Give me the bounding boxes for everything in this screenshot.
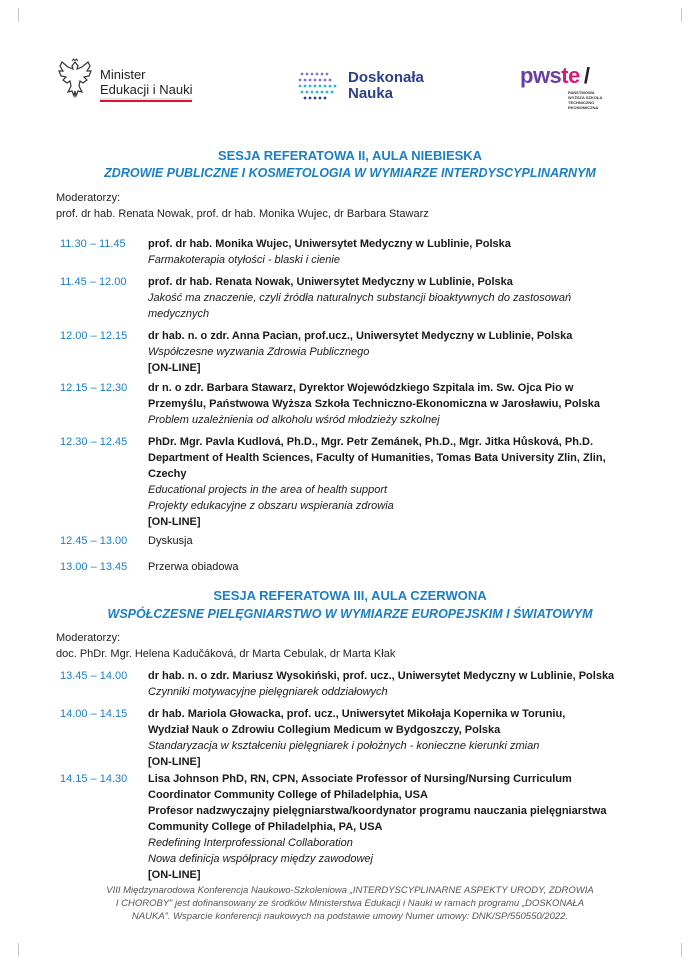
schedule-time: 11.45 – 12.00 xyxy=(60,276,127,288)
pwste-mark-a: pws xyxy=(520,63,562,88)
talk-title-line: Educational projects in the area of health support xyxy=(148,484,388,496)
dn-name-line1: Doskonała xyxy=(348,69,424,86)
ministry-logo xyxy=(56,58,193,106)
moderators-label: Moderatorzy: xyxy=(56,632,121,644)
talk-title-line: Redefining Interprofessional Collaboration xyxy=(148,837,353,849)
speaker-line: [ON-LINE] xyxy=(148,869,201,881)
schedule-row xyxy=(56,559,656,575)
schedule-row xyxy=(56,236,656,268)
schedule-time: 12.00 – 12.15 xyxy=(60,330,128,342)
schedule-content xyxy=(148,434,656,530)
speaker-line: dr n. o zdr. Barbara Stawarz, Dyrektor Wojewódzkiego Szpitala im. Sw. Ojca Pio w xyxy=(148,382,574,394)
talk-title-line: Nowa definicja współpracy między zawodowej xyxy=(148,853,373,865)
schedule-row xyxy=(56,533,656,549)
schedule-content xyxy=(148,533,656,549)
schedule-time: 12.45 – 13.00 xyxy=(60,535,128,547)
speaker-line: dr hab. n. o zdr. Anna Pacian, prof.ucz., Uniwersytet Medyczny w Lublinie, Polska xyxy=(148,330,573,342)
schedule-content xyxy=(148,771,656,883)
talk-title-line: Problem uzależnienia od alkoholu wśród młodzieży szkolnej xyxy=(148,414,440,426)
session3-moderators xyxy=(56,630,395,662)
agenda-item: Przerwa obiadowa xyxy=(148,561,239,573)
speaker-line: Department of Health Sciences, Faculty of Humanities, Tomas Bata University Zlin, Zlin, xyxy=(148,452,606,464)
talk-title-line: Czynniki motywacyjne pielęgniarek oddziałowych xyxy=(148,686,388,698)
ministry-name-line1: Minister xyxy=(100,67,146,82)
crop-mark-top-left xyxy=(18,8,32,22)
schedule-row xyxy=(56,380,656,428)
schedule-row xyxy=(56,328,656,376)
pwste-subtitle: PAŃSTWOWA WYŻSZA SZKOŁA TECHNICZNO EKONOMICZNA xyxy=(568,90,603,110)
schedule-content xyxy=(148,380,656,428)
schedule-row xyxy=(56,668,656,700)
schedule-content xyxy=(148,236,656,268)
speaker-line: dr hab. n. o zdr. Mariusz Wysokiński, prof. ucz., Uniwersytet Medyczny w Lublinie, Polska xyxy=(148,670,615,682)
speaker-line: Profesor nadzwyczajny pielęgniarstwa/koordynator programu nauczania pielęgniarstwa xyxy=(148,805,607,817)
doskonala-nauka-logo xyxy=(296,66,424,106)
footer-line1: VIII Międzynarodowa Konferencja Naukowo-Szkoleniowa „INTERDYSCYPLINARNE ASPEKTY URODY, ZDROWIA xyxy=(106,885,594,896)
schedule-time: 11.30 – 11.45 xyxy=(60,238,126,250)
schedule-row xyxy=(56,771,656,883)
session2-subtitle: ZDROWIE PUBLICZNE I KOSMETOLOGIA W WYMIARZE INTERDYSCYPLINARNYM xyxy=(104,166,596,180)
talk-title-line: Standaryzacja w kształceniu pielęgniarek i położnych - konieczne kierunki zmian xyxy=(148,740,540,752)
moderators-label: Moderatorzy: xyxy=(56,192,121,204)
schedule-row xyxy=(56,434,656,530)
session2-moderators xyxy=(56,190,429,222)
speaker-line: [ON-LINE] xyxy=(148,362,201,374)
ministry-name-line2: Edukacji i Nauki xyxy=(100,82,193,97)
pwste-mark-b: te xyxy=(561,63,580,88)
pwste-slash: / xyxy=(583,63,590,88)
schedule-time: 13.45 – 14.00 xyxy=(60,670,128,682)
talk-title-line: Projekty edukacyjne z obszaru wspierania zdrowia xyxy=(148,500,394,512)
speaker-line: Czechy xyxy=(148,468,187,480)
speaker-line: Lisa Johnson PhD, RN, CPN, Associate Professor of Nursing/Nursing Curriculum xyxy=(148,773,572,785)
schedule-row xyxy=(56,274,656,322)
talk-title-line: Jakość ma znaczenie, czyli źródła naturalnych substancji bioaktywnych do zastosowań xyxy=(148,292,572,304)
schedule-time: 14.15 – 14.30 xyxy=(60,773,128,785)
schedule-time: 13.00 – 13.45 xyxy=(60,561,128,573)
speaker-line: dr hab. Mariola Głowacka, prof. ucz., Uniwersytet Mikołaja Kopernika w Toruniu, xyxy=(148,708,566,720)
schedule-time: 12.30 – 12.45 xyxy=(60,436,128,448)
pwste-logo xyxy=(520,64,608,110)
footer-line2: I CHOROBY” jest dofinansowany ze środków Ministerstwa Edukacji i Nauki w ramach programu „DOSKONAŁA xyxy=(115,898,585,909)
speaker-line: [ON-LINE] xyxy=(148,516,201,528)
speaker-line: prof. dr hab. Monika Wujec, Uniwersytet Medyczny w Lublinie, Polska xyxy=(148,238,511,250)
session2-title: SESJA REFERATOWA II, AULA NIEBIESKA xyxy=(217,148,483,163)
schedule-content xyxy=(148,668,656,700)
speaker-line: [ON-LINE] xyxy=(148,756,201,768)
crop-mark-bottom-right xyxy=(668,943,682,957)
schedule-row xyxy=(56,706,656,770)
schedule-time: 12.15 – 12.30 xyxy=(60,382,128,394)
talk-title-line: Współczesne wyzwania Zdrowia Publicznego xyxy=(148,346,370,358)
speaker-line: Wydział Nauk o Zdrowiu Collegium Medicum w Bydgoszczy, Polska xyxy=(148,724,501,736)
speaker-line: prof. dr hab. Renata Nowak, Uniwersytet Medyczny w Lublinie, Polska xyxy=(148,276,513,288)
speaker-line: PhDr. Mgr. Pavla Kudlová, Ph.D., Mgr. Petr Zemánek, Ph.D., Mgr. Jitka Hůsková, Ph.D. xyxy=(148,436,594,448)
crop-mark-bottom-left xyxy=(18,943,32,957)
moderators-list: prof. dr hab. Renata Nowak, prof. dr hab. Monika Wujec, dr Barbara Stawarz xyxy=(56,208,429,220)
crop-mark-top-right xyxy=(668,8,682,22)
schedule-content xyxy=(148,328,656,376)
funding-footer xyxy=(60,884,640,923)
agenda-item: Dyskusja xyxy=(148,535,193,547)
talk-title-line: medycznych xyxy=(148,308,210,320)
schedule-time: 14.00 – 14.15 xyxy=(60,708,128,720)
dn-name-line2: Nauka xyxy=(348,85,394,102)
talk-title-line: Farmakoterapia otyłości - blaski i cienie xyxy=(148,254,340,266)
schedule-content xyxy=(148,706,656,770)
speaker-line: Community College of Philadelphia, PA, USA xyxy=(148,821,383,833)
eagle-emblem-icon xyxy=(56,58,94,106)
schedule-content xyxy=(148,559,656,575)
doskonala-nauka-dots-icon xyxy=(296,66,342,106)
moderators-list: doc. PhDr. Mgr. Helena Kadučáková, dr Marta Cebulak, dr Marta Kłak xyxy=(56,648,396,660)
session3-subtitle: WSPÓŁCZESNE PIELĘGNIARSTWO W WYMIARZE EUROPEJSKIM I ŚWIATOWYM xyxy=(107,607,593,621)
session3-title: SESJA REFERATOWA III, AULA CZERWONA xyxy=(213,588,487,603)
speaker-line: Przemyślu, Państwowa Wyższa Szkoła Techniczno-Ekonomiczna w Jarosławiu, Polska xyxy=(148,398,600,410)
speaker-line: Coordinator Community College of Philadelphia, USA xyxy=(148,789,428,801)
ministry-flag-bar xyxy=(100,98,192,102)
schedule-content xyxy=(148,274,656,322)
footer-line3: NAUKA”. Wsparcie konferencji naukowych na podstawie umowy Numer umowy: DNK/SP/550550/2022. xyxy=(131,911,569,922)
